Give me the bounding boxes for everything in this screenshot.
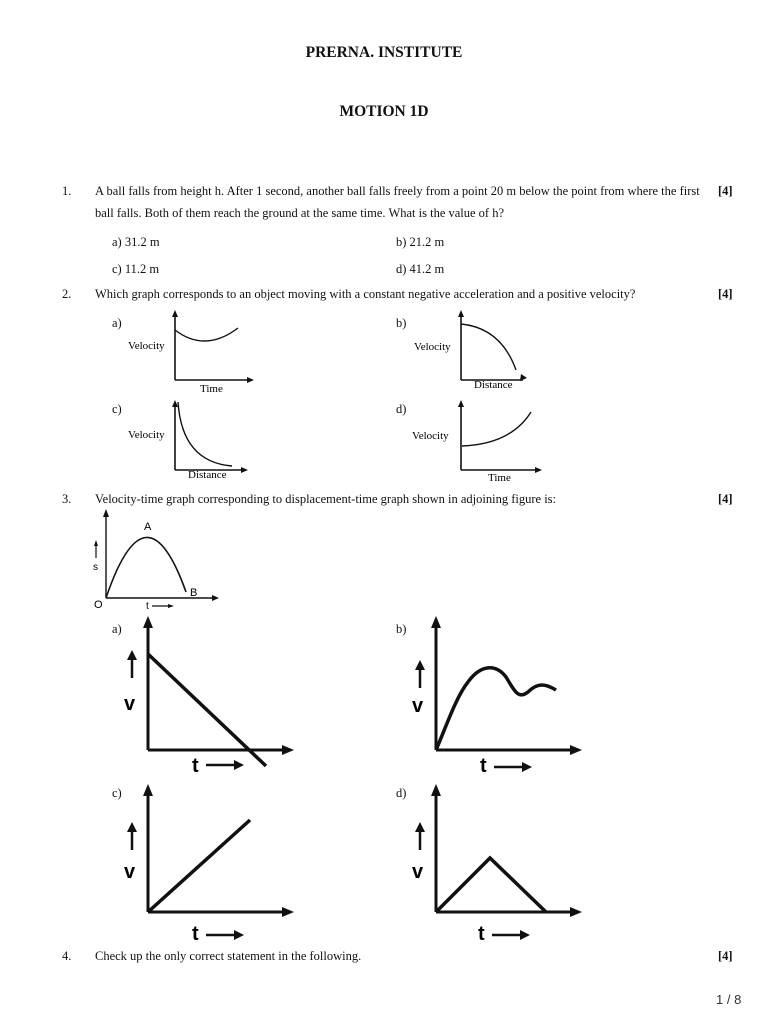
question-3-text: Velocity-time graph corresponding to displacement-time graph shown in adjoining figure is: [95,492,557,506]
v-label: v [412,695,424,717]
velocity-curve [461,324,516,370]
v-label: v [124,861,136,883]
question-2-graph-c [120,396,260,486]
graph-ylabel: Velocity [412,430,449,442]
v-arrow-head [127,650,137,660]
question-3-graph-c [118,778,298,948]
question-4-marks: [4] [718,949,733,963]
t-label: t [478,923,485,945]
velocity-curve [462,412,531,446]
t-arrow-head [520,930,530,940]
graph-ylabel: Velocity [128,340,165,352]
question-1-marks: [4] [718,184,733,198]
institute-title: PRERNA. INSTITUTE [305,44,463,61]
x-axis-arrowhead [241,467,248,473]
question-1-option-d: d) 41.2 m [396,262,445,276]
graph-xlabel: Distance [474,379,513,391]
y-axis-arrowhead [458,310,464,317]
displacement-curve [106,537,186,598]
question-2-text: Which graph corresponds to an object moving with a constant negative acceleration and a positive velocity? [95,287,636,301]
t-arrow-head [168,604,174,608]
graph-xlabel: Time [200,383,223,395]
v-label: v [412,861,424,883]
y-axis-arrowhead [458,400,464,407]
y-axis-arrowhead [172,310,178,317]
velocity-curve [175,328,238,341]
question-3-option-c-label: c) [112,786,122,800]
y-axis-arrowhead [143,784,153,796]
t-arrow-head [234,930,244,940]
question-2-option-a-label: a) [112,316,122,330]
question-1-option-b: b) 21.2 m [396,235,445,249]
v-arrow-head [415,660,425,670]
question-3-marks: [4] [718,492,733,506]
y-axis-arrowhead [103,509,109,517]
velocity-line [148,820,250,912]
velocity-curve [178,402,232,466]
end-label: B [190,587,198,599]
origin-label: O [94,599,103,611]
t-arrow-head [522,762,532,772]
question-2-number: 2. [62,287,72,301]
x-axis-arrowhead [282,745,294,755]
question-3-graph-b [406,612,586,778]
s-arrow-head [94,540,98,546]
v-label: v [124,693,136,715]
x-axis-arrowhead [535,467,542,473]
question-1-text: A ball falls from height h. After 1 second, another ball falls freely from a point 20 m below the point from where the first ball falls. Both of them reach the ground at the same time. What is the value of h? [95,184,700,220]
t-label: t [192,923,199,945]
question-2-marks: [4] [718,287,733,301]
question-2-option-c-label: c) [112,402,122,416]
question-2-option-d-label: d) [396,402,407,416]
question-3-option-a-label: a) [112,622,122,636]
x-axis-arrowhead [520,374,527,381]
x-axis-arrowhead [282,907,294,917]
y-axis-label: s [93,562,98,573]
page-indicator: 1 / 8 [716,992,742,1007]
graph-ylabel: Velocity [128,429,165,441]
y-axis-arrowhead [172,400,178,407]
v-arrow-head [127,822,137,832]
t-label: t [192,755,199,777]
x-axis-label: t [146,601,149,612]
graph-ylabel: Velocity [414,341,451,353]
question-1-number: 1. [62,184,72,198]
question-3-option-d-label: d) [396,786,407,800]
question-3-graph-a [118,612,298,778]
question-3-displacement-figure [88,506,228,614]
question-4-number: 4. [62,949,72,963]
graph-xlabel: Time [488,472,511,484]
x-axis-arrowhead [570,907,582,917]
graph-xlabel: Distance [188,469,227,481]
question-2-option-b-label: b) [396,316,407,330]
y-axis-arrowhead [431,616,441,628]
question-3-option-b-label: b) [396,622,407,636]
y-axis-arrowhead [143,616,153,628]
velocity-triangle [436,858,546,912]
question-4-text: Check up the only correct statement in the following. [95,949,362,963]
t-label: t [480,755,487,777]
topic-title: MOTION 1D [339,103,429,120]
t-arrow-head [234,760,244,770]
velocity-curve [436,668,556,750]
question-2-graph-a [120,308,260,396]
question-1-option-c: c) 11.2 m [112,262,160,276]
y-axis-arrowhead [431,784,441,796]
question-3-number: 3. [62,492,72,506]
question-2-graph-d [406,396,556,488]
question-2-graph-b [406,308,546,396]
question-3-graph-d [406,778,586,948]
x-axis-arrowhead [570,745,582,755]
x-axis-arrowhead [247,377,254,383]
question-1-option-a: a) 31.2 m [112,235,160,249]
x-axis-arrowhead [212,595,219,601]
v-arrow-head [415,822,425,832]
peak-label: A [144,521,152,533]
